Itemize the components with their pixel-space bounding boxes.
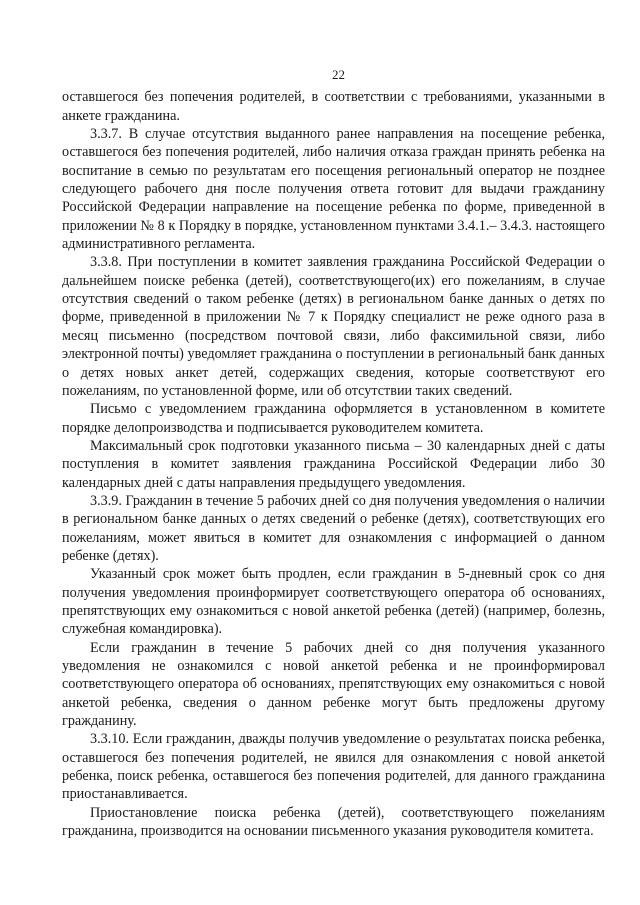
document-page bbox=[62, 66, 605, 840]
paragraph-3-3-10: 3.3.10. Если гражданин, дважды получив уведомление о результатах поиска ребенка, оставшегося без попечения родителей, не явился для ознакомления с новой анкетой ребенка, поиск ребенка, оставшегося без попечения родителей, для данного гражданина приостанавливается. bbox=[62, 731, 605, 803]
page-number: 22 bbox=[332, 67, 345, 82]
paragraph-term-extension: Указанный срок может быть продлен, если гражданин в 5-дневный срок со дня получения уведомления проинформирует соответствующего оператора об основаниях, препятствующих ему ознакомиться с новой анкетой ребенка (детей) (например, болезнь, служебная командировка). bbox=[62, 566, 605, 638]
paragraph-max-term: Максимальный срок подготовки указанного письма – 30 календарных дней с даты поступления в комитет заявления гражданина Российской Федерации либо 30 календарных дней с даты направления предыдущего уведомления. bbox=[62, 437, 605, 491]
paragraph-3-3-8: 3.3.8. При поступлении в комитет заявления гражданина Российской Федерации о дальнейшем поиске ребенка (детей), соответствующего(их) его пожеланиям, в случае отсутствия сведений о таком ребенке (детях) в региональном банке данных о детях по форме, приведенной в приложении № 7 к Порядку специалист не реже одного раза в месяц письменно (посредством почтовой связи, либо факсимильной связи, либо электронной почты) уведомляет гражданина о поступлении в региональный банк данных о детях новых анкет детей, содержащих сведения, которые соответствуют его пожеланиям, по установленной форме, или об отсутствии таких сведений. bbox=[62, 254, 605, 399]
paragraph-3-3-9: 3.3.9. Гражданин в течение 5 рабочих дней со дня получения уведомления о наличии в региональном банке данных о детях сведений о ребенке (детях), соответствующих его пожеланиям, может явиться в комитет для ознакомления с информацией о данном ребенке (детях). bbox=[62, 492, 605, 564]
paragraph-offer-other-citizen: Если гражданин в течение 5 рабочих дней со дня получения указанного уведомления не ознакомился с новой анкетой ребенка и не проинформировал соответствующего оператора об основаниях, препятствующих ему ознакомиться с новой анкетой ребенка, сведения о данном ребенке могут быть предложены другому гражданину. bbox=[62, 639, 605, 730]
paragraph-search-suspension: Приостановление поиска ребенка (детей), соответствующего пожеланиям гражданина, производится на основании письменного указания руководителя комитета. bbox=[62, 804, 605, 840]
paragraph-notification-letter: Письмо с уведомлением гражданина оформляется в установленном в комитете порядке делопроизводства и подписывается руководителем комитета. bbox=[62, 401, 605, 436]
paragraph-continuation: оставшегося без попечения родителей, в соответствии с требованиями, указанными в анкете гражданина. bbox=[62, 89, 605, 124]
paragraph-3-3-7: 3.3.7. В случае отсутствия выданного ранее направления на посещение ребенка, оставшегося без попечения родителей, либо наличия отказа граждан принять ребенка на воспитание в семью по результатам его посещения региональный оператор не позднее следующего рабочего дня после получения ответа готовит для выдачи гражданину Российской Федерации направление на посещение ребенка по форме, приведенной в приложении № 8 к Порядку в порядке, установленном пунктами 3.4.1.– 3.4.3. настоящего административного регламента. bbox=[62, 126, 605, 253]
document-body bbox=[62, 88, 605, 840]
